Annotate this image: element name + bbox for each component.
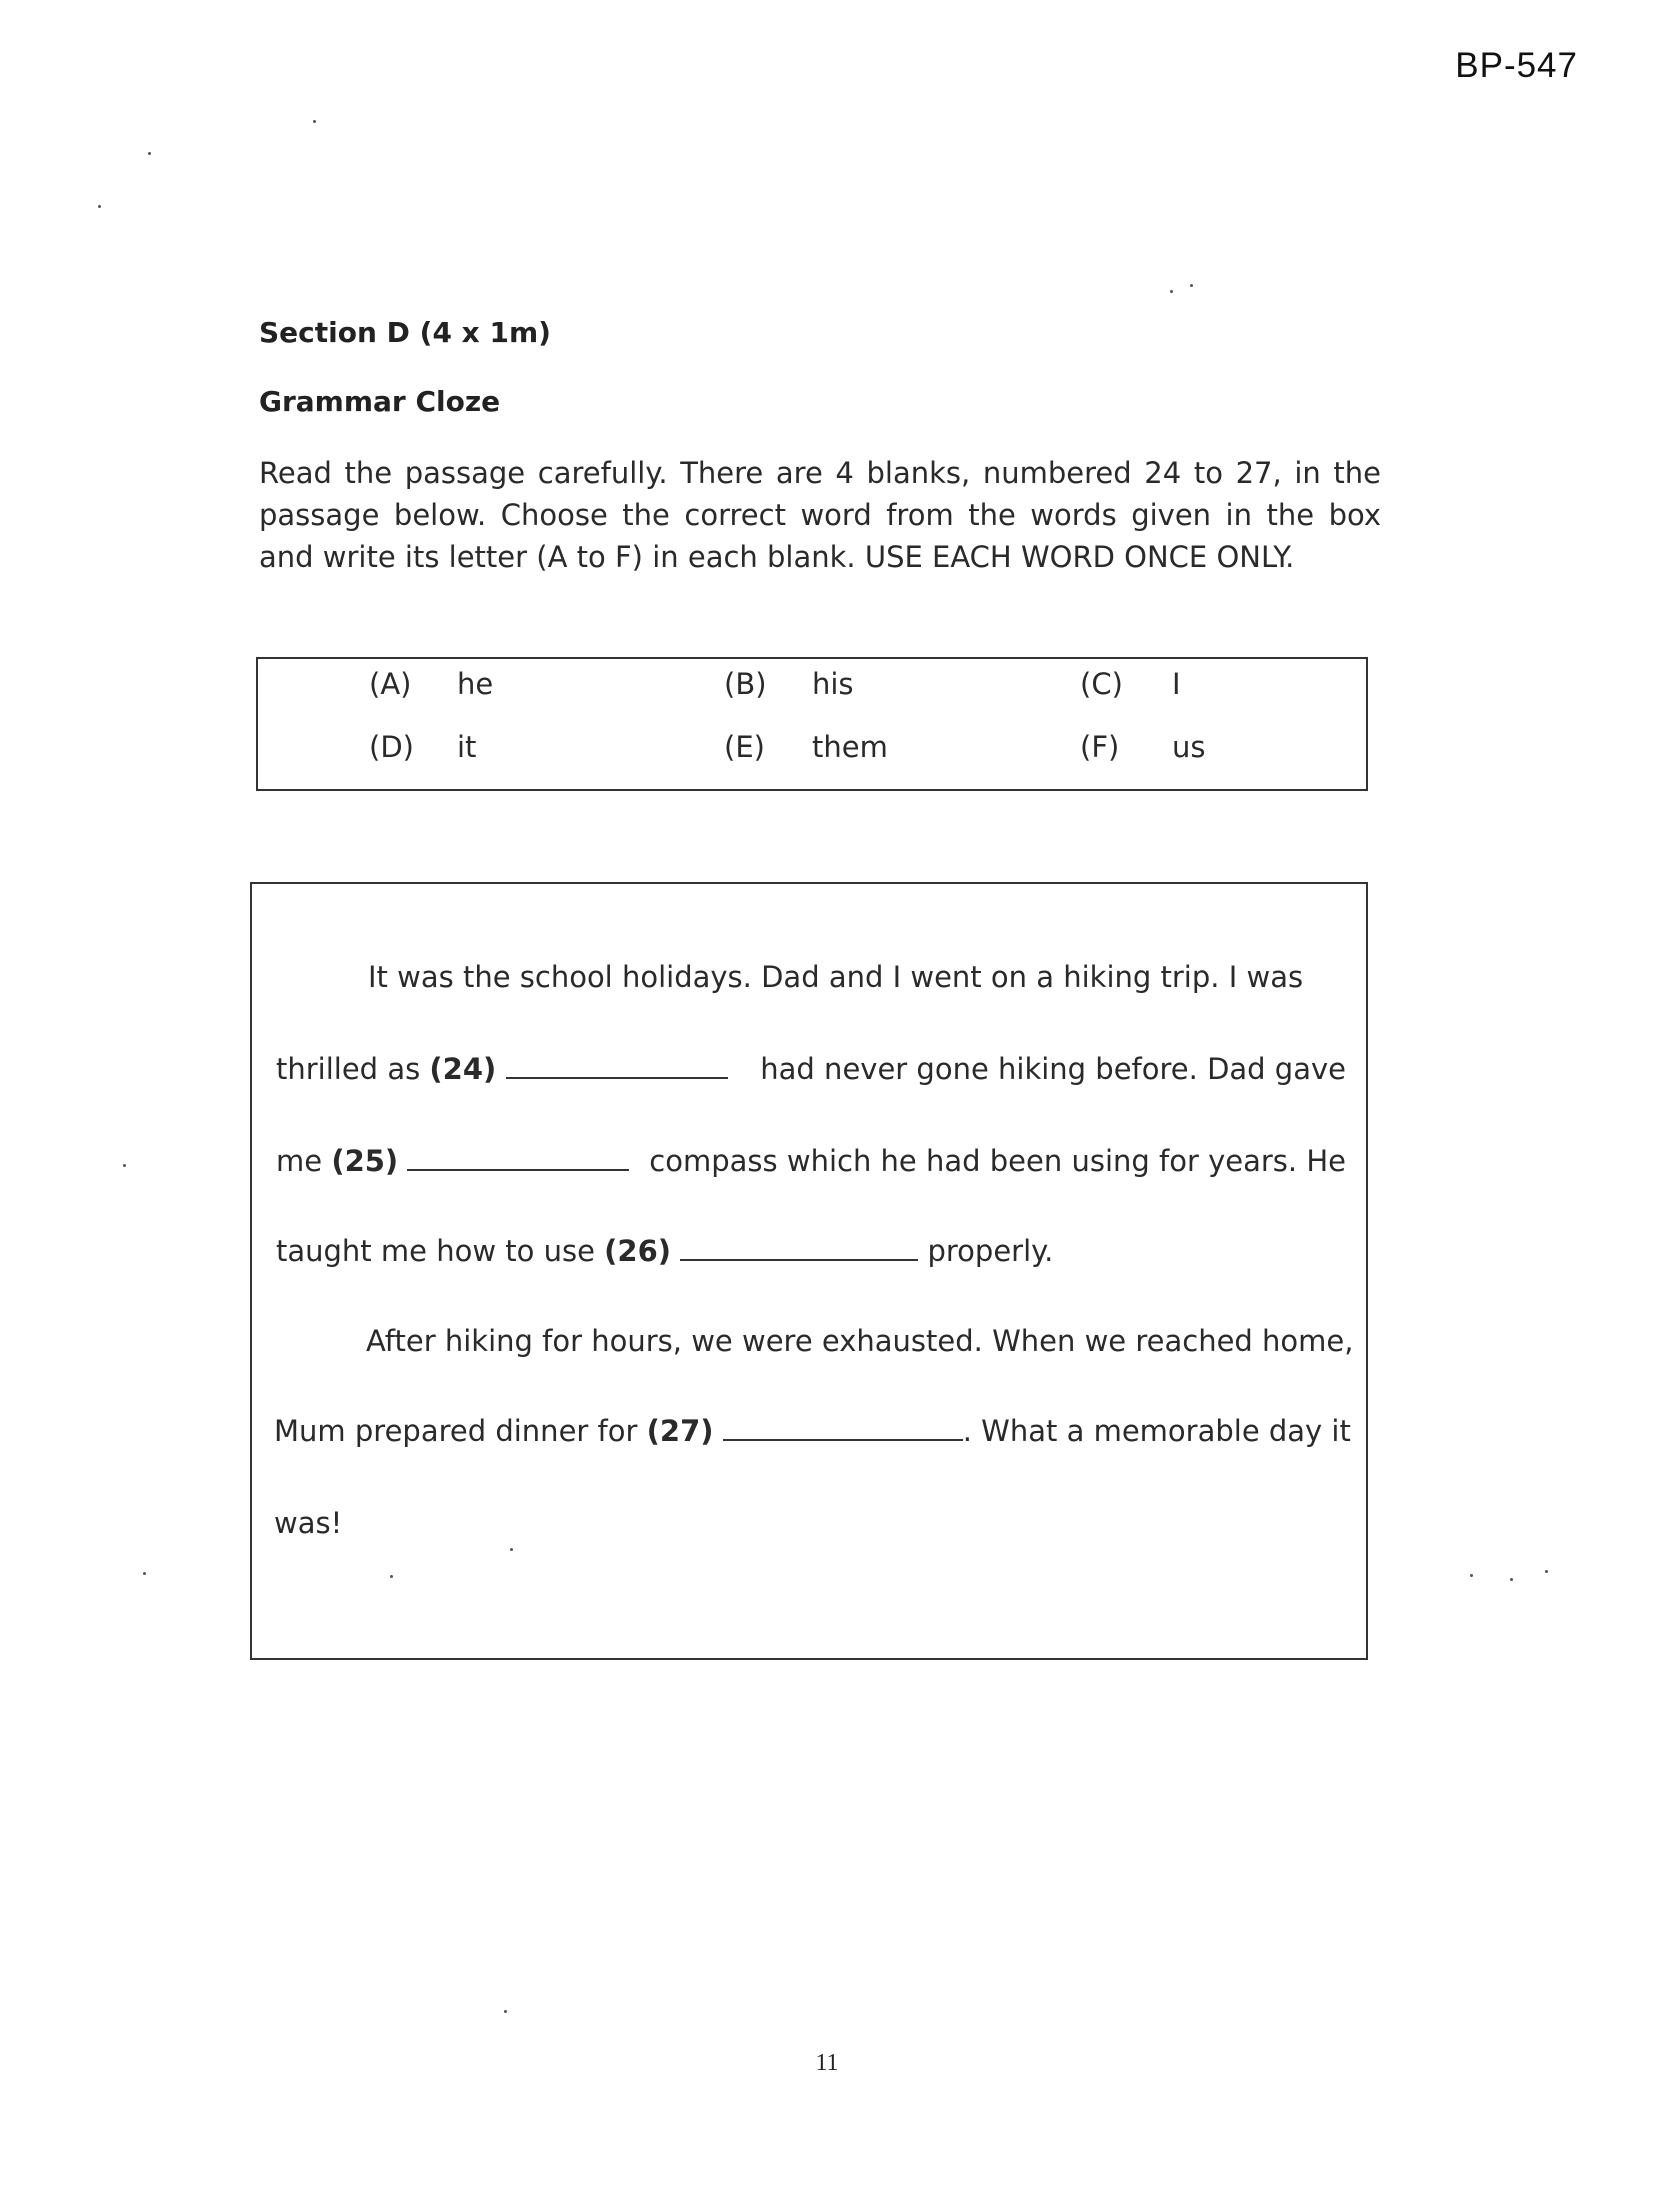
- option-letter: (C): [1080, 667, 1123, 701]
- passage-text-before: taught me how to use: [276, 1234, 595, 1268]
- document-code: BP-547: [1455, 46, 1578, 85]
- scan-speck: [98, 205, 101, 208]
- passage-text: [274, 1414, 963, 1448]
- passage-text: [276, 1052, 728, 1086]
- scan-speck: [1190, 284, 1193, 287]
- option-letter: (D): [369, 730, 414, 764]
- scan-speck: [1170, 290, 1173, 293]
- option-word: his: [812, 667, 854, 701]
- section-title: Section D (4 x 1m): [259, 316, 551, 349]
- blank-number-26: (26): [604, 1234, 672, 1268]
- instructions: Read the passage carefully. There are 4 blanks, numbered 24 to 27, in the passage below. Choose the correct word from the words given in the box and write its letter (A to F) in each blank. USE EACH WORD ONCE ONLY.: [259, 456, 1381, 574]
- passage-line-6: [274, 1414, 1351, 1448]
- scan-speck: [390, 1575, 393, 1578]
- passage-text: [276, 1144, 629, 1178]
- blank-27[interactable]: [723, 1415, 963, 1441]
- option-letter: (F): [1080, 730, 1120, 764]
- passage-text-before: Mum prepared dinner for: [274, 1414, 638, 1448]
- option-word: them: [812, 730, 888, 764]
- blank-number-24: (24): [429, 1052, 497, 1086]
- option-word: he: [457, 667, 494, 701]
- section-subtitle: Grammar Cloze: [259, 385, 501, 418]
- page-number: 11: [815, 2050, 839, 2076]
- scan-speck: [510, 1548, 513, 1551]
- passage-text-after: properly.: [927, 1234, 1054, 1268]
- scan-speck: [148, 152, 151, 155]
- passage-line-7: was!: [274, 1506, 343, 1540]
- passage-text-after: compass which he had been using for years. He: [649, 1144, 1346, 1178]
- scan-speck: [504, 2010, 507, 2013]
- option-letter: (A): [369, 667, 412, 701]
- passage-text-before: me: [276, 1144, 323, 1178]
- option-word: it: [457, 730, 477, 764]
- option-word: I: [1172, 667, 1181, 701]
- passage-text-after: . What a memorable day it: [962, 1414, 1351, 1448]
- option-letter: (E): [724, 730, 765, 764]
- option-letter: (B): [724, 667, 767, 701]
- blank-number-25: (25): [331, 1144, 399, 1178]
- passage-text-before: thrilled as: [276, 1052, 421, 1086]
- scan-speck: [1510, 1578, 1513, 1581]
- scan-speck: [123, 1164, 126, 1167]
- scan-speck: [1470, 1574, 1473, 1577]
- passage-line-2: [276, 1052, 1346, 1086]
- blank-24[interactable]: [506, 1053, 728, 1079]
- passage-line-4: [276, 1234, 1053, 1268]
- option-word: us: [1172, 730, 1206, 764]
- scan-speck: [313, 120, 316, 123]
- passage-line-3: [276, 1144, 1346, 1178]
- blank-number-27: (27): [646, 1414, 714, 1448]
- passage-box: [250, 882, 1368, 1660]
- passage-line-1: It was the school holidays. Dad and I went on a hiking trip. I was: [368, 960, 1304, 994]
- blank-26[interactable]: [680, 1235, 918, 1261]
- passage-line-5: After hiking for hours, we were exhausted. When we reached home,: [366, 1324, 1354, 1358]
- passage-text-after: had never gone hiking before. Dad gave: [760, 1052, 1346, 1086]
- blank-25[interactable]: [407, 1145, 629, 1171]
- word-options-box: [256, 657, 1368, 791]
- scan-speck: [1545, 1570, 1548, 1573]
- scan-speck: [143, 1572, 146, 1575]
